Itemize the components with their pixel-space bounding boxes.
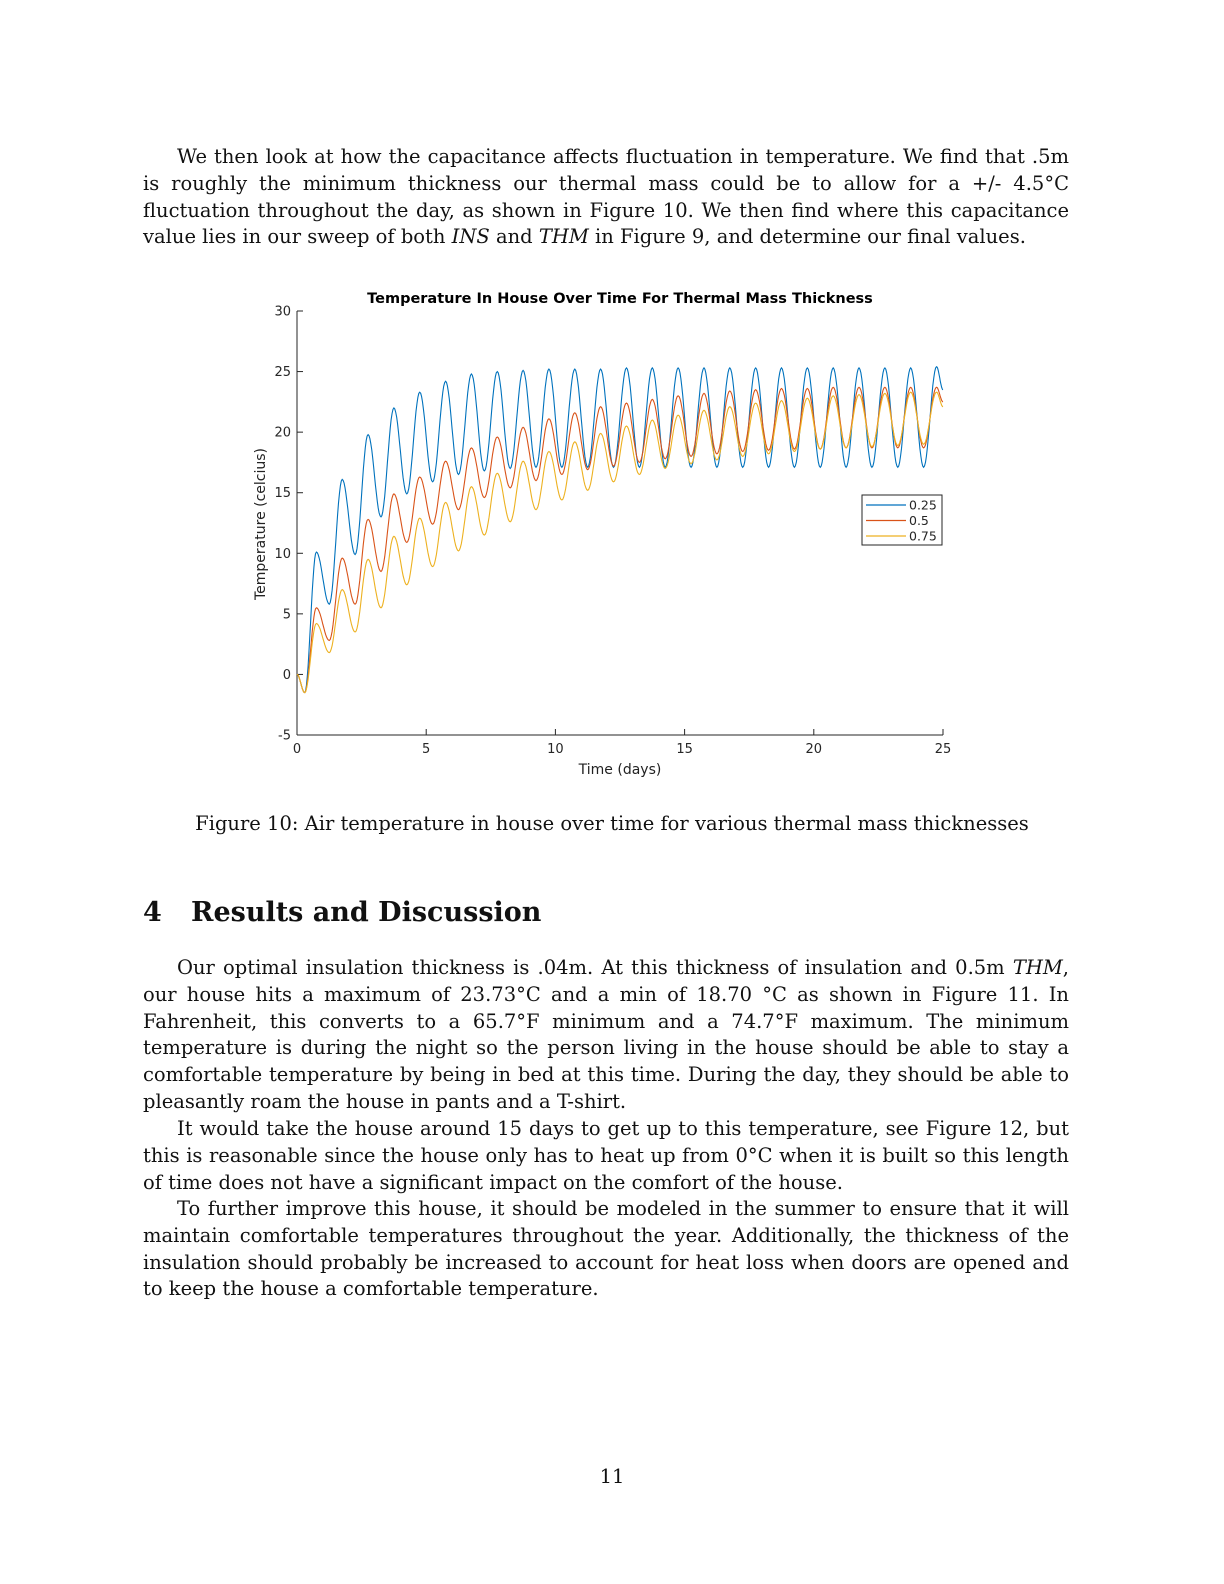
y-tick-label: 25 <box>274 365 291 381</box>
y-tick-label: 5 <box>282 607 291 623</box>
x-tick-label: 15 <box>676 742 693 757</box>
y-tick-label: 15 <box>274 486 291 502</box>
improvement-paragraph <box>143 1196 1069 1303</box>
chart-series <box>297 367 943 693</box>
math-ins: INS <box>451 225 490 249</box>
y-tick-label: 30 <box>274 304 291 320</box>
page-number: 11 <box>599 1465 625 1488</box>
temperature-chart <box>240 282 980 787</box>
heating-time-paragraph <box>143 1116 1069 1196</box>
legend-label: 0.25 <box>909 497 937 513</box>
y-tick-label: 10 <box>274 546 291 562</box>
p4-text: To further improve this house, it should be modeled in the summer to ensure that it will maintain comfortable temperatures throughout the year. Additionally, the thickness of the insulation should probably be increased to account for heat loss when doors are opened and to keep the house a comfortable temperature. <box>143 1197 1069 1301</box>
figure-caption: Figure 10: Air temperature in house over time for various thermal mass thicknesses <box>195 812 1029 835</box>
x-tick-label: 10 <box>547 742 564 757</box>
x-tick-label: 20 <box>805 742 823 757</box>
legend-label: 0.5 <box>909 513 929 528</box>
series-line-0.5 <box>297 387 943 692</box>
series-line-0.25 <box>297 367 943 693</box>
x-axis-label: Time (days) <box>578 762 662 778</box>
chart-axes <box>274 305 951 758</box>
x-tick-label: 25 <box>934 742 952 757</box>
math-thm-2: THM <box>1012 956 1063 979</box>
section-title: Results and Discussion <box>191 897 542 928</box>
y-axis-label: Temperature (celcius) <box>253 447 269 601</box>
p1-text-b: and <box>489 225 539 249</box>
legend-label: 0.75 <box>909 528 937 544</box>
x-tick-label: 0 <box>292 742 302 757</box>
intro-paragraph <box>143 144 1069 251</box>
y-tick-label: 20 <box>274 425 291 441</box>
p3-text: It would take the house around 15 days to get up to this temperature, see Figure 12, but this is reasonable since the house only has to heat up from 0°C when it is built so this length of time does not have a significant impact on the comfort of the house. <box>143 1117 1069 1194</box>
x-tick-label: 5 <box>422 742 431 757</box>
chart-title: Temperature In House Over Time For Thermal Mass Thickness <box>367 291 873 307</box>
p2-text-b: , our house hits a maximum of 23.73°C and a min of 18.70 °C as shown in Figure 11. In Fahrenheit, this converts to a 65.7°F minimum and a 74.7°F maximum. The minimum temperature is during the night so the person living in the house should be able to stay a comfortable temperature by being in bed at this time. During the day, they should be able to pleasantly roam the house in pants and a T-shirt. <box>143 956 1069 1113</box>
results-paragraph <box>143 955 1069 1116</box>
chart-legend <box>862 495 942 545</box>
section-number: 4 <box>143 897 162 928</box>
y-tick-label: -5 <box>278 728 291 744</box>
y-tick-label: 0 <box>282 667 291 683</box>
p1-text-a: We then look at how the capacitance affects fluctuation in temperature. We find that .5m is roughly the minimum thickness our thermal mass could be to allow for a +/- 4.5°C fluctuation throughout the day, as shown in Figure 10. We then find where this capacitance value lies in our sweep of both <box>143 145 1069 249</box>
p1-text-c: in Figure 9, and determine our final values. <box>588 225 1026 249</box>
math-thm: THM <box>538 225 589 249</box>
p2-text-a: Our optimal insulation thickness is .04m. At this thickness of insulation and 0.5m <box>177 956 1013 979</box>
section-heading <box>143 897 541 928</box>
